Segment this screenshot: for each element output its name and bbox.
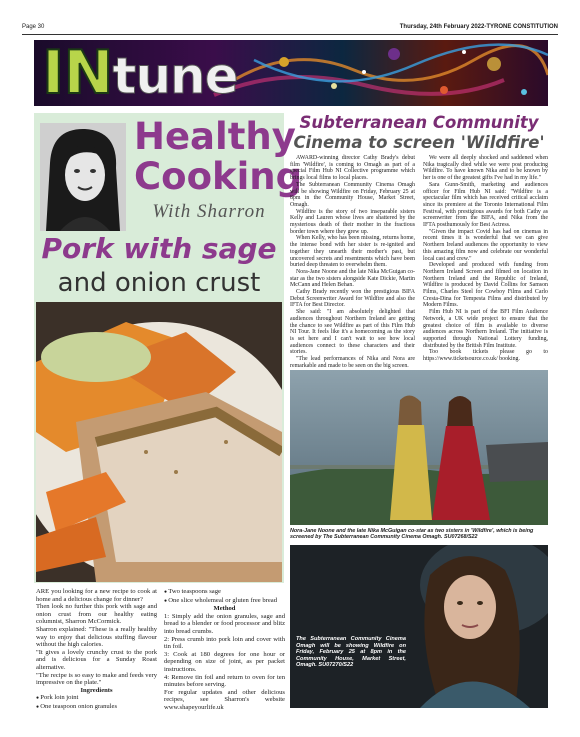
method-step: 1: Simply add the onion granules, sage and bread to a blender or food processor and blitz into bread crumbs. [164,612,285,635]
ticket-link-text: Too book tickets please go to https://www.ticketsource.co.uk/ booking. [423,349,548,363]
cookery-panel [34,113,303,583]
author-photo [40,123,126,231]
method-heading: Method [213,605,236,613]
logo-tune: tune [112,47,238,105]
film-still-sisters-art [290,370,548,525]
article-headline: Cinema to screen 'Wildfire' [293,133,545,152]
pork-dish-art [36,302,282,582]
article-kicker: Subterranean Community [299,113,539,132]
website-note: For regular updates and other delicious recipes, see Sharron's website www.shapeyourlife.uk [164,688,285,711]
ingredient-item: ● One teaspoon onion granules [36,703,157,712]
pork-dish-photo [36,302,282,582]
article-paragraph: AWARD-winning director Cathy Brady's debut film 'Wildfire', is coming to Omagh as part of a special Film Hub NI Collective programme which brings local films to local places. [290,155,415,182]
recipe-intro-paragraph: "The recipe is so easy to make and feeds very impressive on the plate." [36,671,157,687]
film-still-sisters [290,370,548,525]
article-paragraph: She said: "I am absolutely delighted that audiences throughout Northern Ireland are getting the chance to see Wildfire as part of this Film Hub NI Tour. It feels like it's a homecoming as the story is set here and I can't wait to see how local audiences connect to these characters and their stories. [290,309,415,356]
ingredient-item: ● Pork loin joint [36,694,157,703]
page-number: Page 30 [22,24,45,30]
article-paragraph: Developed and produced with funding from Northern Ireland Screen and filmed on location in Northern Ireland and the Republic of Ireland, Wildfire is produced by David Collins for Samson Films, Charles Steel for Cowboy Films and Carlo Cresta-Dina for Tempesta Films and distributed by Modern Films. [423,262,548,309]
recipe-method-column [164,588,285,712]
recipe-title-line-2: and onion crust [57,268,261,298]
recipe-intro-paragraph: Then look no further this pork with sage and onion crust from our healthy eating columnist, Sharron McCormick. [36,603,157,626]
recipe-intro-paragraph: Sharron explained: "These is a really healthy way to enjoy that delicious stuffing flavour without the high calories. [36,625,157,649]
photo-caption-1: Nora-Jane Noone and the late Nika McGuigan co-star as two sisters in 'Wildfire', which is being screened by The Subterranean Community Cinema Omagh. SU07268/S22 [290,528,534,541]
article-paragraph: The Subterranean Community Cinema Omagh will be showing Wildfire on Friday, February 25 at 8pm in the Community House, Market Street, Omagh. [290,181,415,208]
film-still-portrait [290,545,548,708]
header-rule [22,34,558,35]
recipe-intro-paragraph: ARE you looking for a new recipe to cook at home and a delicious change for dinner? [36,588,157,603]
method-step: 3: Cook at 180 degrees for one hour or depending on size of joint, as per packet instructions. [164,650,285,673]
column-title: Healthy Cooking [134,115,303,198]
article-paragraph: Film Hub NI is part of the BFI Film Audience Network, a UK wide project to ensure that the greatest choice of film is available to diverse audiences across Northern Ireland. The initiative is supported through National Lottery funding, distributed by the British Film Institute. [423,309,548,349]
article-paragraph: Sara Gunn-Smith, marketing and audiences officer for Film Hub NI said: "Wildfire is a spectacular film which has received critical acclaim since its premiere at the Toronto International Film Festival, with prestigious awards for both Cathy as screenwriter from the BIFA, and Nika from the IFTA posthumously for Best Actress. [423,181,548,229]
date-line: Thursday, 24th February 2022-TYRONE CONSTITUTION [399,24,558,30]
article-paragraph: Nora-Jane Noone and the late Nika McGuigan co-star as the two sisters alongside Kate Dickie, Martin McCann and Helen Behan. [290,268,415,289]
ingredient-item: ● One slice wholemeal or gluten free bread [164,597,285,606]
article-paragraph: "The lead performances of Nika and Nora are remarkable and made to be seen on the big screen. [290,356,415,369]
article-column-1 [290,155,415,370]
intune-logo [42,42,238,106]
method-step: 2: Press crumb into pork loin and cover with tin foil. [164,635,285,651]
article-body [290,155,548,369]
film-still-portrait-art [290,545,548,708]
article-paragraph: "Given the impact Covid has had on cinemas in recent times it is wonderful that we can give Northern Ireland audiences the opportunity to view this amazing film now and celebrate our wonderful local cast and crew." [423,228,548,262]
recipe-intro-column [36,588,157,712]
method-step: 4: Remove tin foil and return to oven for ten minutes before serving. [164,673,285,689]
author-photo-art [40,123,126,231]
column-byline: With Sharron [152,201,266,222]
page-header [22,22,558,34]
ingredients-heading: Ingredients [80,686,113,694]
photo-caption-2: The Subterranean Community Cinema Omagh will be showing Wildfire on Friday, February 25 at 8pm in the Community House, Market Street, Omagh. SU07270/S22 [296,636,406,669]
recipe-title-line-1: Pork with sage [41,232,277,265]
article-column-2 [423,155,548,363]
logo-in: IN [42,40,113,106]
article-paragraph: We were all deeply shocked and saddened when Nika tragically died while we were post producing Wildfire. To have known Nika and to be known by her is one of the greatest gifts I've had in my life." [423,155,548,182]
intune-banner [34,40,548,106]
ingredient-item: ● Two teaspoons sage [164,588,285,597]
article-paragraph: Cathy Brady recently won the prestigious BIFA Debut Screenwriter Award for Wildfire and also the IFTA for Best Director. [290,289,415,309]
article-paragraph: Wildfire is the story of two inseparable sisters Kelly and Lauren whose lives are shattered by the mysterious death of their mother in the fractious border town where they grew up. [290,208,415,235]
article-paragraph: When Kelly, who has been missing, returns home, the intense bond with her sister is re-ignited and together they unearth their mother's past, but uncovered secrets and resentments which have been buried deep threaten to overwhelm them. [290,235,415,269]
recipe-intro-paragraph: "It gives a lovely crunchy crust to the pork and is delicious for a Sunday Roast alternative. [36,648,157,671]
